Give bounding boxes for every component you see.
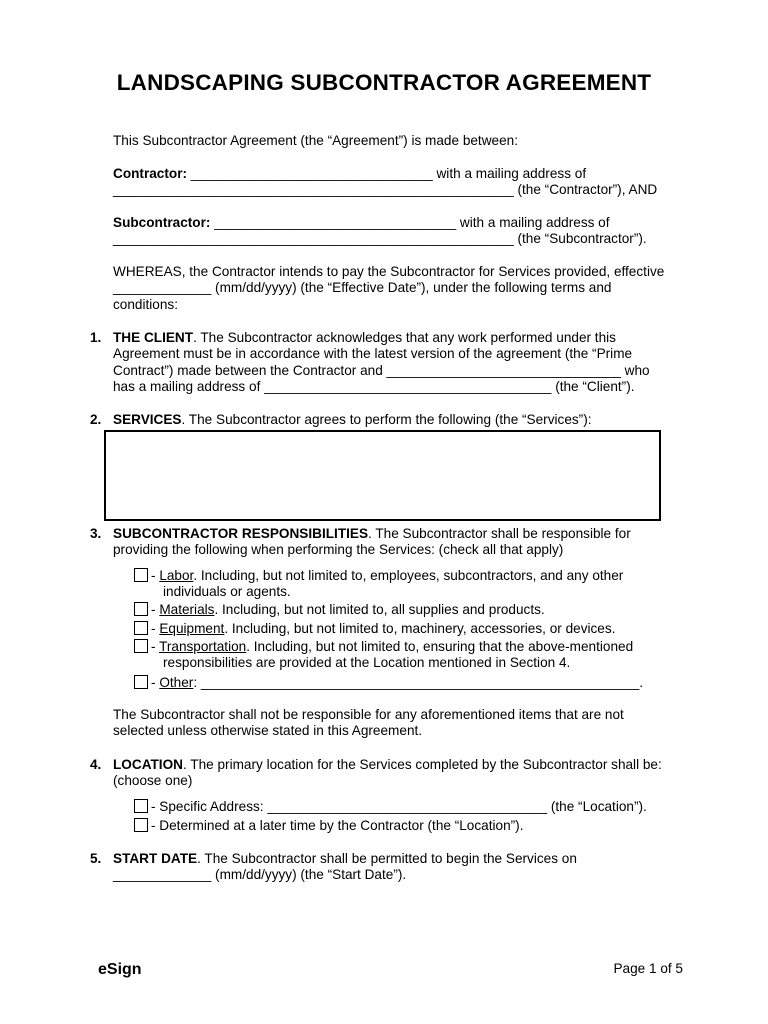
section-1-text: . The Subcontractor acknowledges that any work performed under this Agreement must be in accordance with the latest version of the agreement (the “Prime Contract”) made between the Contractor and _______________________________ who has a mailing address of ______________________________________ (the “Client”). (113, 330, 650, 394)
labor-rest: . Including, but not limited to, employees, subcontractors, and any other (193, 568, 624, 583)
section-1-number: 1. (90, 330, 102, 345)
section-4-number: 4. (90, 757, 102, 772)
subcontractor-label: Subcontractor: (113, 215, 211, 230)
section-5-text: . The Subcontractor shall be permitted to begin the Services on _____________ (mm/dd/yyyy) (the “Start Date”). (113, 851, 577, 883)
responsibility-option-transportation: - Transportation. Including, but not limited to, ensuring that the above-mentioned responsibilities are provided at the Location mentioned in Section 4. (134, 639, 674, 672)
other-checkbox[interactable] (134, 675, 148, 689)
contractor-line1: ________________________________ with a mailing address of (187, 166, 587, 181)
materials-checkbox[interactable] (134, 602, 148, 616)
responsibility-option-materials: - Materials. Including, but not limited to, all supplies and products. (134, 602, 674, 618)
specific-address-checkbox[interactable] (134, 799, 148, 813)
section-4-text: . The primary location for the Services completed by the Subcontractor shall be: (choose one) (113, 757, 662, 789)
materials-term: Materials (159, 602, 215, 617)
section-5 (113, 851, 673, 884)
materials-rest: . Including, but not limited to, all supplies and products. (214, 602, 545, 617)
section-2-number: 2. (90, 412, 102, 427)
section-3-text: . The Subcontractor shall be responsible for providing the following when performing the Services: (check all that apply) (113, 526, 631, 558)
labor-term: Labor (159, 568, 194, 583)
responsibility-option-equipment: - Equipment. Including, but not limited to, machinery, accessories, or devices. (134, 621, 674, 637)
other-term: Other (159, 675, 194, 690)
section-3 (113, 526, 673, 559)
location-option-later (134, 818, 674, 834)
other-rest: : __________________________________________________________. (193, 675, 644, 690)
contractor-line2: _____________________________________________________ (the “Contractor”), AND (113, 182, 658, 198)
contractor-label: Contractor: (113, 166, 188, 181)
transportation-cont: responsibilities are provided at the Location mentioned in Section 4. (163, 655, 571, 671)
intro-text: This Subcontractor Agreement (the “Agreement”) is made between: (113, 133, 518, 148)
subcontractor-block (113, 215, 673, 248)
section-3-note: The Subcontractor shall not be responsible for any aforementioned items that are not selected unless otherwise stated in this Agreement. (113, 707, 624, 739)
transportation-checkbox[interactable] (134, 639, 148, 653)
section-4 (113, 757, 673, 790)
section-3-heading: SUBCONTRACTOR RESPONSIBILITIES (113, 526, 369, 541)
later-location-text: - Determined at a later time by the Contractor (the “Location”). (151, 818, 524, 833)
esign-logo: eSign (98, 961, 142, 978)
transportation-rest: . Including, but not limited to, ensuring that the above-mentioned (246, 639, 634, 654)
responsibility-option-other: - Other: __________________________________________________________. (134, 675, 674, 691)
subcontractor-line1: ________________________________ with a mailing address of (210, 215, 610, 230)
whereas-text: WHEREAS, the Contractor intends to pay the Subcontractor for Services provided, effective _____________ (mm/dd/yyyy) (the “Effective Date”), under the following terms and conditions: (113, 264, 665, 312)
transportation-term: Transportation (159, 639, 247, 654)
section-1 (113, 330, 673, 395)
section-3-number: 3. (90, 526, 102, 541)
equipment-checkbox[interactable] (134, 621, 148, 635)
section-2-heading: SERVICES (113, 412, 182, 427)
later-location-checkbox[interactable] (134, 818, 148, 832)
page-number: Page 1 of 5 (613, 961, 683, 976)
labor-checkbox[interactable] (134, 568, 148, 582)
section-4-heading: LOCATION (113, 757, 183, 772)
equipment-rest: . Including, but not limited to, machinery, accessories, or devices. (224, 621, 616, 636)
section-2 (113, 412, 673, 428)
section-1-heading: THE CLIENT (113, 330, 194, 345)
responsibility-option-labor: - Labor. Including, but not limited to, employees, subcontractors, and any other individuals or agents. (134, 568, 674, 601)
section-5-heading: START DATE (113, 851, 198, 866)
contractor-block (113, 166, 673, 199)
section-2-text: . The Subcontractor agrees to perform the following (the “Services”): (181, 412, 592, 427)
specific-address-text: - Specific Address: _____________________________________ (the “Location”). (151, 799, 647, 814)
equipment-term: Equipment (159, 621, 225, 636)
subcontractor-line2: _____________________________________________________ (the “Subcontractor”). (113, 231, 647, 247)
labor-cont: individuals or agents. (163, 584, 291, 600)
services-text-box[interactable] (104, 430, 661, 521)
section-5-number: 5. (90, 851, 102, 866)
location-option-specific (134, 799, 674, 815)
document-title: LANDSCAPING SUBCONTRACTOR AGREEMENT (116, 70, 652, 95)
